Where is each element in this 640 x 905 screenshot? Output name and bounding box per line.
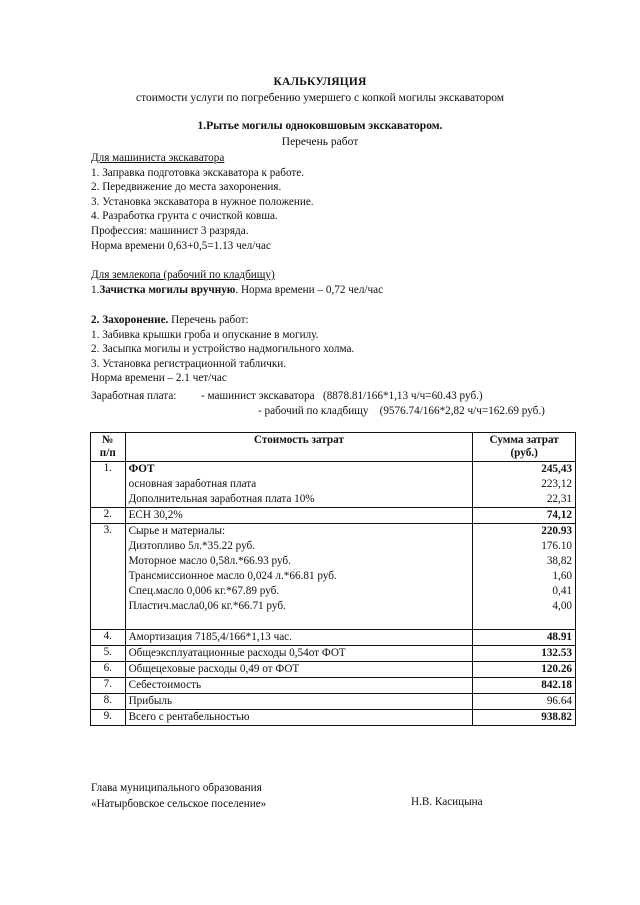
operator-heading: Для машиниста экскаватора	[91, 152, 225, 164]
row-sum	[473, 462, 576, 508]
row-number: 9.	[91, 710, 126, 726]
header-num	[91, 433, 126, 462]
cost-item-value: 842.18	[541, 679, 572, 691]
cost-table	[90, 432, 576, 726]
burial-item: 2. Засыпка могилы и устройство надмогильного холма.	[91, 343, 355, 356]
operator-item: 3. Установка экскаватора в нужное положение.	[91, 195, 314, 208]
digger-heading: Для землекопа (рабочий по кладбищу)	[91, 269, 275, 281]
digger-block	[91, 268, 611, 297]
table-row	[91, 524, 576, 630]
section2-title-rest: Перечень работ:	[168, 314, 249, 326]
table-row	[91, 508, 576, 524]
row-number: 1.	[91, 462, 126, 508]
table-row	[91, 462, 576, 508]
profession-line: Профессия: машинист 3 разряда.	[91, 224, 249, 237]
document-title: КАЛЬКУЛЯЦИЯ	[273, 76, 367, 88]
cost-item-value: 120.26	[541, 663, 572, 675]
row-number: 3.	[91, 524, 126, 630]
table-row	[91, 694, 576, 710]
digger-task	[91, 283, 611, 298]
table-row	[91, 710, 576, 726]
row-sum	[473, 710, 576, 726]
header-sum	[473, 433, 576, 462]
row-sum	[473, 646, 576, 662]
section1-subtitle: Перечень работ	[281, 136, 359, 148]
row-number: 5.	[91, 646, 126, 662]
cost-item-label: Амортизация 7185,4/166*1,13 час.	[128, 631, 292, 643]
row-sum	[473, 524, 576, 630]
cost-item-label: Всего с рентабельностью	[128, 711, 250, 723]
signature-position: Глава муниципального образования	[91, 782, 262, 794]
cost-item-value: 1,60	[552, 570, 572, 582]
operator-item: 4. Разработка грунта с очисткой ковша.	[91, 210, 278, 223]
operator-time-norm: Норма времени 0,63+0,5=1.13 чел/час	[91, 239, 271, 252]
section2-title-bold: 2. Захоронение.	[91, 314, 169, 326]
row-description	[125, 462, 473, 508]
row-number: 7.	[91, 678, 126, 694]
burial-time-norm: Норма времени – 2.1 чет/час	[91, 372, 227, 385]
table-row	[91, 662, 576, 678]
row-description	[125, 508, 473, 524]
salary-line-operator: - машинист экскаватора (8878.81/166*1,13 ч/ч=60.43 руб.)	[201, 390, 483, 402]
row-description	[125, 710, 473, 726]
digger-task-rest: . Норма времени – 0,72 чел/час	[235, 283, 384, 296]
digger-task-bold: Зачистка могилы вручную	[99, 283, 236, 296]
burial-block	[91, 313, 611, 386]
cost-item-value: 220.93	[541, 525, 572, 537]
digger-task-prefix: 1.	[91, 283, 100, 296]
cost-item-value	[476, 614, 572, 629]
cost-item-value: 938.82	[541, 711, 572, 723]
cost-item-label: Дополнительная заработная плата 10%	[128, 493, 315, 505]
header-sum-line1: Сумма затрат	[489, 434, 559, 446]
cost-item-label: Трансмиссионное масло 0,024 л.*66.81 руб.	[128, 570, 337, 582]
document-subtitle: стоимости услуги по погребению умершего с копкой могилы экскаватором	[135, 92, 505, 104]
table-header-row	[91, 433, 576, 462]
header-num-line2: п/п	[99, 447, 116, 459]
row-number: 2.	[91, 508, 126, 524]
salary-block	[91, 389, 545, 419]
operator-block	[91, 151, 611, 253]
header-num-line1: №	[102, 434, 114, 446]
signature-organization: «Натырбовское сельское поселение»	[91, 798, 267, 810]
cost-item-value: 0,41	[552, 585, 572, 597]
signature-name: Н.В. Касицына	[411, 796, 483, 808]
row-number: 8.	[91, 694, 126, 710]
burial-item: 1. Забивка крышки гроба и опускание в могилу.	[91, 328, 319, 341]
cost-item-value: 176.10	[541, 540, 572, 552]
row-sum	[473, 678, 576, 694]
row-description	[125, 678, 473, 694]
cost-item-label: Дизтопливо 5л.*35.22 руб.	[128, 540, 256, 552]
cost-item-label: ЕСН 30,2%	[128, 509, 183, 521]
cost-item-label: Общецеховые расходы 0,49 от ФОТ	[128, 663, 300, 675]
table-row	[91, 678, 576, 694]
table-row	[91, 646, 576, 662]
operator-item: 2. Передвижение до места захоронения.	[91, 181, 282, 194]
salary-line-worker: - рабочий по кладбищу (9576.74/166*2,82 ч/ч=162.69 руб.)	[258, 405, 545, 417]
cost-item-label: Сырье и материалы:	[128, 525, 226, 537]
row-description	[125, 662, 473, 678]
row-number: 6.	[91, 662, 126, 678]
burial-item: 3. Установка регистрационной таблички.	[91, 357, 287, 370]
cost-item-label: Общеэксплуатационные расходы 0,54от ФОТ	[128, 647, 346, 659]
row-description	[125, 646, 473, 662]
cost-item-value: 245,43	[541, 463, 572, 475]
row-number: 4.	[91, 630, 126, 646]
cost-item-value: 22,31	[546, 493, 572, 505]
table-body	[91, 462, 576, 726]
row-sum	[473, 662, 576, 678]
row-sum	[473, 694, 576, 710]
header-sum-line2: (руб.)	[510, 447, 538, 459]
section2-title	[91, 313, 611, 328]
row-description	[125, 630, 473, 646]
row-description	[125, 694, 473, 710]
cost-item-value: 38,82	[546, 555, 572, 567]
cost-item-value: 132.53	[541, 647, 572, 659]
cost-item-label	[129, 614, 470, 629]
header-desc: Стоимость затрат	[125, 433, 473, 462]
signature-block	[91, 780, 266, 812]
row-description	[125, 524, 473, 630]
cost-item-label: ФОТ	[128, 463, 155, 475]
cost-item-value: 74,12	[546, 509, 572, 521]
section1-title: 1.Рытье могилы одноковшовым экскаватором.	[197, 120, 443, 132]
row-sum	[473, 630, 576, 646]
table-row	[91, 630, 576, 646]
cost-item-label: Моторное масло 0,58л.*66.93 руб.	[128, 555, 291, 567]
cost-item-label: Прибыль	[128, 695, 173, 707]
cost-item-label: Пластич.масла0,06 кг.*66.71 руб.	[128, 600, 286, 612]
salary-label: Заработная плата:	[91, 390, 177, 402]
cost-item-value: 4,00	[552, 600, 572, 612]
cost-item-value: 223,12	[541, 478, 572, 490]
operator-item: 1. Заправка подготовка экскаватора к работе.	[91, 166, 305, 179]
cost-item-label: Спец.масло 0,006 кг.*67.89 руб.	[128, 585, 280, 597]
cost-item-label: Себестоимость	[128, 679, 202, 691]
row-sum	[473, 508, 576, 524]
cost-item-value: 96.64	[546, 695, 572, 707]
cost-item-value: 48.91	[546, 631, 572, 643]
cost-item-label: основная заработная плата	[128, 478, 257, 490]
